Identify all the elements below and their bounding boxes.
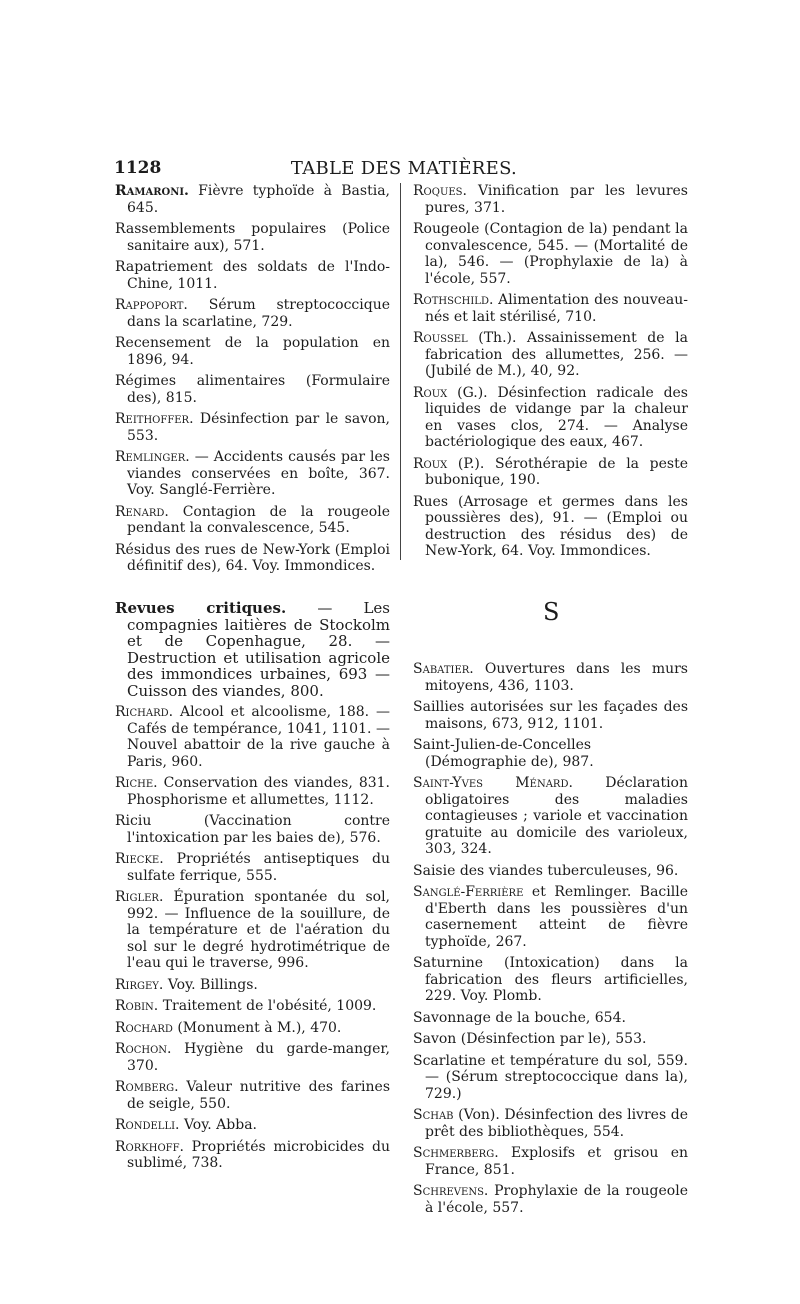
index-entry (115, 704, 390, 770)
index-entry (413, 955, 688, 1005)
entry-text: Valeur nutritive des farines de seigle, 550. (127, 1079, 390, 1112)
index-entry (115, 977, 390, 994)
entry-text: Régimes alimentaires (Formulaire des), 815. (115, 373, 390, 406)
entry-headword: Rorkhoff. (115, 1138, 184, 1155)
index-entry (115, 1139, 390, 1172)
index-entry (115, 183, 390, 216)
entry-text: Savonnage de la bouche, 654. (413, 1009, 626, 1026)
entry-headword: Richard. (115, 704, 174, 720)
entry-headword: Roux (413, 384, 448, 401)
index-entry (115, 297, 390, 330)
entry-headword: Sanglé-Ferrière (413, 884, 524, 900)
entry-text: Rues (Arrosage et germes dans les poussières des), 91. — (Emploi ou destruction des résidus des) de New-York, 64. Voy. Immondices. (413, 493, 688, 559)
column-divider (400, 183, 401, 560)
index-column-right-bottom (413, 661, 688, 1221)
index-entry (115, 259, 390, 292)
index-entry (413, 292, 688, 325)
entry-headword: Schmerberg. (413, 1145, 499, 1161)
index-entry (115, 335, 390, 368)
entry-text: Rassemblements populaires (Police sanitaire aux), 571. (115, 221, 390, 254)
index-entry (115, 449, 390, 499)
running-title: TABLE DES MATIÈRES. (290, 158, 518, 179)
index-entry (115, 998, 390, 1015)
entry-text: — Les compagnies laitières de Stockolm et de Copenhague, 28. — Destruction et utilisation agricole des immondices urbaines, 693 — Cuisson des viandes, 800. (127, 599, 390, 700)
entry-text: et Remlinger. Bacille d'Eberth dans les poussières d'un casernement atteint de fièvre typhoïde, 267. (425, 884, 688, 950)
entry-text: Prophylaxie de la rougeole à l'école, 557. (425, 1183, 688, 1216)
index-column-left-top (115, 183, 390, 580)
section-letter: S (543, 598, 560, 626)
entry-text: (Monument à M.), 470. (172, 1019, 342, 1036)
index-entry (115, 504, 390, 537)
entry-text: Voy. Abba. (179, 1117, 257, 1133)
entry-headword: Schab (413, 1107, 454, 1123)
entry-text: Hygiène du garde-manger, 370. (127, 1041, 390, 1074)
entry-headword: Revues critiques. (115, 599, 287, 617)
index-column-left-bottom (115, 600, 390, 1177)
entry-text: Voy. Billings. (163, 976, 258, 993)
entry-text: Saturnine (Intoxication) dans la fabrication des fleurs artificielles, 229. Voy. Plomb. (413, 955, 688, 1004)
entry-text: Alcool et alcoolisme, 188. — Cafés de tempérance, 1041, 1101. — Nouvel abattoir de la rive gauche à Paris, 960. (127, 704, 390, 770)
entry-text: (G.). Désinfection radicale des liquides de vidange par la chaleur en vases clos, 274. — Analyse bactériologique des eaux, 467. (425, 384, 688, 450)
entry-headword: Roques. (413, 183, 467, 199)
entry-headword: Robin. (115, 998, 159, 1014)
entry-headword: Remlinger. (115, 449, 190, 465)
index-entry (413, 1053, 688, 1103)
entry-headword: Rochard (115, 1019, 173, 1036)
entry-headword: Rondelli. (115, 1117, 180, 1133)
index-entry (413, 1183, 688, 1216)
entry-headword: Rirgey. (115, 976, 164, 993)
entry-text: Traitement de l'obésité, 1009. (158, 998, 377, 1014)
index-entry (115, 813, 390, 846)
entry-text: Riciu (Vaccination contre l'intoxication par les baies de), 576. (115, 813, 390, 846)
index-entry (115, 221, 390, 254)
entry-text: Savon (Désinfection par le), 553. (413, 1031, 647, 1047)
page-number: 1128 (114, 158, 162, 178)
index-entry (115, 775, 390, 808)
entry-text: Sérum streptococcique dans la scarlatine, 729. (127, 297, 390, 330)
index-entry (115, 1020, 390, 1037)
index-entry (413, 775, 688, 858)
entry-headword: Sabatier. (413, 661, 474, 677)
entry-headword: Saint-Yves Ménard. (413, 775, 573, 791)
entry-text: Vinification par les levures pures, 371. (425, 183, 688, 216)
index-entry (413, 1107, 688, 1140)
entry-text: Résidus des rues de New-York (Emploi définitif des), 64. Voy. Immondices. (115, 541, 390, 574)
entry-text: (Von). Désinfection des livres de prêt des bibliothèques, 554. (425, 1107, 688, 1140)
entry-headword: Renard. (115, 503, 169, 520)
index-entry (413, 884, 688, 950)
entry-headword: Romberg. (115, 1079, 179, 1095)
entry-text: Rougeole (Contagion de la) pendant la convalescence, 545. — (Mortalité de la), 546. — (Prophylaxie de la) à l'école, 557. (413, 221, 688, 287)
index-entry (115, 411, 390, 444)
entry-headword: Roux (413, 455, 448, 472)
index-entry (115, 542, 390, 575)
entry-text: Scarlatine et température du sol, 559. — (Sérum streptococcique dans la), 729.) (413, 1052, 688, 1102)
index-entry (413, 456, 688, 489)
entry-headword: Ramaroni. (115, 183, 189, 199)
entry-text: Fièvre typhoïde à Bastia, 645. (127, 183, 390, 216)
entry-text: Saillies autorisées sur les façades des maisons, 673, 912, 1101. (413, 699, 688, 732)
index-entry (115, 1079, 390, 1112)
entry-text: Contagion de la rougeole pendant la convalescence, 545. (127, 503, 390, 536)
index-entry (413, 221, 688, 287)
entry-headword: Rochon. (115, 1041, 172, 1057)
index-entry (115, 851, 390, 884)
entry-headword: Roussel (413, 330, 468, 346)
index-entry (413, 1145, 688, 1178)
entry-text: (P.). Sérothérapie de la peste bubonique, 190. (425, 455, 688, 488)
entry-text: Alimentation des nouveau-nés et lait stérilisé, 710. (425, 292, 688, 325)
entry-headword: Reithoffer. (115, 411, 194, 427)
entry-headword: Riche. (115, 775, 158, 791)
entry-text: Propriétés microbicides du sublimé, 738. (127, 1138, 390, 1171)
entry-text: Saisie des viandes tuberculeuses, 96. (413, 862, 679, 879)
page-header (114, 158, 694, 182)
index-entry (115, 1117, 390, 1134)
index-entry (413, 737, 688, 770)
index-entry (413, 1010, 688, 1027)
entry-text: Épuration spontanée du sol, 992. — Influence de la souillure, de la température et de l'aération du sol sur le degré hydrotimétrique de l'eau qui le traverse, 996. (127, 889, 390, 971)
index-entry (413, 1031, 688, 1048)
entry-text: Recensement de la population en 1896, 94. (115, 335, 390, 368)
index-entry (115, 889, 390, 972)
entry-text: Ouvertures dans les murs mitoyens, 436, 1103. (425, 661, 688, 694)
index-entry (115, 373, 390, 406)
index-entry (115, 600, 390, 699)
index-entry (413, 494, 688, 560)
index-entry (413, 330, 688, 380)
entry-text: Déclaration obligatoires des maladies contagieuses ; variole et vaccination gratuite au domicile des varioleux, 303, 324. (425, 775, 689, 857)
entry-text: Saint-Julien-de-Concelles (Démographie de), 987. (413, 737, 594, 770)
entry-text: Rapatriement des soldats de l'Indo-Chine, 1011. (115, 259, 390, 292)
entry-text: Désinfection par le savon, 553. (127, 411, 390, 444)
index-entry (413, 661, 688, 694)
entry-text: Conservation des viandes, 831. Phosphorisme et allumettes, 1112. (127, 775, 390, 808)
entry-headword: Schrevens. (413, 1183, 489, 1199)
entry-headword: Rigler. (115, 889, 164, 905)
index-entry (115, 1041, 390, 1074)
index-entry (413, 385, 688, 451)
index-entry (413, 183, 688, 216)
entry-headword: Rappoport. (115, 297, 188, 313)
index-entry (413, 863, 688, 880)
entry-text: — Accidents causés par les viandes conservées en boîte, 367. Voy. Sanglé-Ferrière. (127, 449, 390, 498)
entry-text: Explosifs et grisou en France, 851. (425, 1145, 688, 1178)
entry-headword: Riecke. (115, 851, 164, 867)
entry-headword: Rothschild. (413, 292, 494, 308)
entry-text: (Th.). Assainissement de la fabrication des allumettes, 256. — (Jubilé de M.), 40, 92. (425, 330, 688, 379)
index-column-right-top (413, 183, 688, 565)
entry-text: Propriétés antiseptiques du sulfate ferrique, 555. (127, 851, 390, 884)
index-entry (413, 699, 688, 732)
